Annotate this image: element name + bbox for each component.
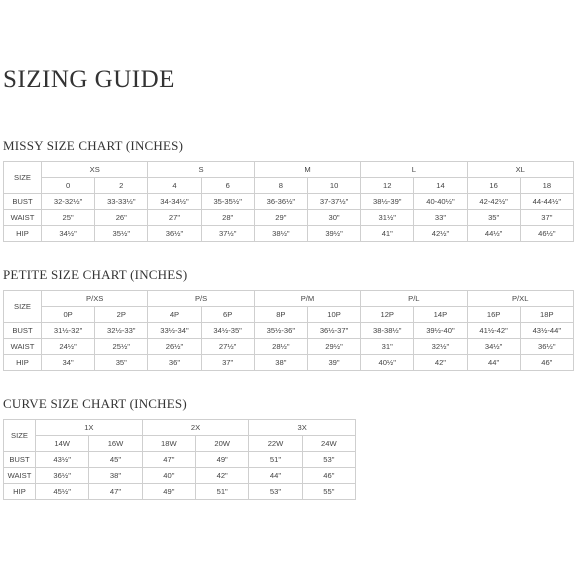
measurement-value-cell: 32½-33" xyxy=(95,323,148,339)
measurement-value-cell: 24½" xyxy=(42,339,95,355)
measurement-value-cell: 38½" xyxy=(254,226,307,242)
measurement-value-cell: 47" xyxy=(142,452,195,468)
size-group-cell: S xyxy=(148,162,254,178)
measurement-row xyxy=(4,194,574,210)
measurement-value-cell: 33½-34" xyxy=(148,323,201,339)
measurement-value-cell: 35" xyxy=(95,355,148,371)
size-number-row xyxy=(4,436,356,452)
measurement-value-cell: 39½" xyxy=(307,226,360,242)
measurement-value-cell: 40½" xyxy=(361,355,414,371)
measurement-row xyxy=(4,210,574,226)
size-number-row xyxy=(4,178,574,194)
measurement-value-cell: 42" xyxy=(414,355,467,371)
measurement-value-cell: 44" xyxy=(249,468,302,484)
measurement-value-cell: 30" xyxy=(307,210,360,226)
measurement-value-cell: 36½" xyxy=(148,226,201,242)
measurement-value-cell: 26" xyxy=(95,210,148,226)
measurement-value-cell: 36½" xyxy=(520,339,573,355)
measurement-value-cell: 44-44½" xyxy=(520,194,573,210)
measurement-label-cell: BUST xyxy=(4,323,42,339)
measurement-label-cell: HIP xyxy=(4,226,42,242)
measurement-row xyxy=(4,452,356,468)
size-number-cell: 12P xyxy=(361,307,414,323)
measurement-value-cell: 40-40½" xyxy=(414,194,467,210)
measurement-value-cell: 32-32½" xyxy=(42,194,95,210)
measurement-value-cell: 53" xyxy=(302,452,355,468)
size-group-cell: P/M xyxy=(254,291,360,307)
measurement-value-cell: 38-38½" xyxy=(361,323,414,339)
measurement-value-cell: 31" xyxy=(361,339,414,355)
measurement-value-cell: 35½-36" xyxy=(254,323,307,339)
measurement-value-cell: 29½" xyxy=(307,339,360,355)
size-number-cell: 18P xyxy=(520,307,573,323)
size-number-cell: 10 xyxy=(307,178,360,194)
measurement-value-cell: 45" xyxy=(89,452,142,468)
measurement-value-cell: 36-36½" xyxy=(254,194,307,210)
measurement-value-cell: 37" xyxy=(201,355,254,371)
measurement-value-cell: 42" xyxy=(196,468,249,484)
size-header-cell: SIZE xyxy=(4,291,42,323)
measurement-value-cell: 38" xyxy=(254,355,307,371)
measurement-value-cell: 36½-37" xyxy=(307,323,360,339)
measurement-value-cell: 34½" xyxy=(42,226,95,242)
measurement-label-cell: WAIST xyxy=(4,339,42,355)
size-group-cell: XL xyxy=(467,162,573,178)
size-number-cell: 16W xyxy=(89,436,142,452)
measurement-value-cell: 25½" xyxy=(95,339,148,355)
size-number-cell: 0P xyxy=(42,307,95,323)
measurement-value-cell: 34½-35" xyxy=(201,323,254,339)
measurement-row xyxy=(4,484,356,500)
measurement-value-cell: 38½-39" xyxy=(361,194,414,210)
measurement-label-cell: BUST xyxy=(4,194,42,210)
measurement-value-cell: 46" xyxy=(520,355,573,371)
size-number-cell: 22W xyxy=(249,436,302,452)
measurement-value-cell: 46" xyxy=(302,468,355,484)
size-number-cell: 16P xyxy=(467,307,520,323)
size-number-cell: 24W xyxy=(302,436,355,452)
measurement-value-cell: 37-37½" xyxy=(307,194,360,210)
measurement-value-cell: 32½" xyxy=(414,339,467,355)
measurement-value-cell: 34-34½" xyxy=(148,194,201,210)
size-group-cell: P/XS xyxy=(42,291,148,307)
size-number-cell: 6P xyxy=(201,307,254,323)
size-group-cell: XS xyxy=(42,162,148,178)
measurement-value-cell: 49" xyxy=(196,452,249,468)
measurement-value-cell: 47" xyxy=(89,484,142,500)
size-number-cell: 0 xyxy=(42,178,95,194)
page-title: SIZING GUIDE xyxy=(3,66,175,93)
size-number-row xyxy=(4,307,574,323)
size-number-cell: 2P xyxy=(95,307,148,323)
measurement-value-cell: 39" xyxy=(307,355,360,371)
size-group-cell: 3X xyxy=(249,420,356,436)
measurement-value-cell: 40" xyxy=(142,468,195,484)
size-group-cell: P/S xyxy=(148,291,254,307)
measurement-value-cell: 29" xyxy=(254,210,307,226)
measurement-label-cell: HIP xyxy=(4,484,36,500)
measurement-value-cell: 28" xyxy=(201,210,254,226)
measurement-row xyxy=(4,323,574,339)
size-group-cell: 1X xyxy=(36,420,143,436)
measurement-value-cell: 35" xyxy=(467,210,520,226)
measurement-value-cell: 41½-42" xyxy=(467,323,520,339)
size-number-cell: 14 xyxy=(414,178,467,194)
measurement-value-cell: 26½" xyxy=(148,339,201,355)
size-number-cell: 6 xyxy=(201,178,254,194)
measurement-value-cell: 44½" xyxy=(467,226,520,242)
measurement-value-cell: 45½" xyxy=(36,484,89,500)
measurement-value-cell: 27½" xyxy=(201,339,254,355)
measurement-label-cell: WAIST xyxy=(4,210,42,226)
missy-size-table xyxy=(3,161,574,242)
measurement-value-cell: 33-33½" xyxy=(95,194,148,210)
size-group-cell: M xyxy=(254,162,360,178)
size-number-cell: 20W xyxy=(196,436,249,452)
size-number-cell: 12 xyxy=(361,178,414,194)
size-number-cell: 10P xyxy=(307,307,360,323)
size-number-cell: 4P xyxy=(148,307,201,323)
measurement-value-cell: 28½" xyxy=(254,339,307,355)
measurement-value-cell: 55" xyxy=(302,484,355,500)
size-number-cell: 4 xyxy=(148,178,201,194)
measurement-label-cell: BUST xyxy=(4,452,36,468)
size-group-cell: P/L xyxy=(361,291,467,307)
measurement-value-cell: 41" xyxy=(361,226,414,242)
measurement-value-cell: 33" xyxy=(414,210,467,226)
curve-size-table xyxy=(3,419,356,500)
measurement-value-cell: 51" xyxy=(196,484,249,500)
measurement-value-cell: 46½" xyxy=(520,226,573,242)
measurement-value-cell: 53" xyxy=(249,484,302,500)
measurement-value-cell: 34½" xyxy=(467,339,520,355)
measurement-value-cell: 37½" xyxy=(201,226,254,242)
measurement-label-cell: HIP xyxy=(4,355,42,371)
size-header-cell: SIZE xyxy=(4,420,36,452)
group-header-row xyxy=(4,291,574,307)
size-group-cell: P/XL xyxy=(467,291,573,307)
measurement-row xyxy=(4,226,574,242)
curve-section-title: CURVE SIZE CHART (INCHES) xyxy=(3,396,187,411)
size-number-cell: 16 xyxy=(467,178,520,194)
size-number-cell: 18 xyxy=(520,178,573,194)
measurement-value-cell: 43½" xyxy=(36,452,89,468)
measurement-row xyxy=(4,355,574,371)
measurement-value-cell: 25" xyxy=(42,210,95,226)
measurement-row xyxy=(4,339,574,355)
measurement-value-cell: 49" xyxy=(142,484,195,500)
measurement-value-cell: 43½-44" xyxy=(520,323,573,339)
measurement-value-cell: 36" xyxy=(148,355,201,371)
measurement-value-cell: 37" xyxy=(520,210,573,226)
size-group-cell: L xyxy=(361,162,467,178)
size-header-cell: SIZE xyxy=(4,162,42,194)
measurement-value-cell: 35½" xyxy=(95,226,148,242)
size-number-cell: 8 xyxy=(254,178,307,194)
group-header-row xyxy=(4,420,356,436)
size-group-cell: 2X xyxy=(142,420,249,436)
measurement-value-cell: 38" xyxy=(89,468,142,484)
group-header-row xyxy=(4,162,574,178)
measurement-value-cell: 39½-40" xyxy=(414,323,467,339)
size-number-cell: 14W xyxy=(36,436,89,452)
size-number-cell: 2 xyxy=(95,178,148,194)
measurement-value-cell: 51" xyxy=(249,452,302,468)
measurement-value-cell: 34" xyxy=(42,355,95,371)
measurement-value-cell: 36½" xyxy=(36,468,89,484)
measurement-value-cell: 27" xyxy=(148,210,201,226)
petite-section-title: PETITE SIZE CHART (INCHES) xyxy=(3,267,188,282)
petite-size-table xyxy=(3,290,574,371)
measurement-label-cell: WAIST xyxy=(4,468,36,484)
size-number-cell: 8P xyxy=(254,307,307,323)
size-number-cell: 18W xyxy=(142,436,195,452)
measurement-value-cell: 42-42½" xyxy=(467,194,520,210)
size-number-cell: 14P xyxy=(414,307,467,323)
measurement-value-cell: 31½-32" xyxy=(42,323,95,339)
measurement-row xyxy=(4,468,356,484)
missy-section-title: MISSY SIZE CHART (INCHES) xyxy=(3,138,184,153)
measurement-value-cell: 31½" xyxy=(361,210,414,226)
measurement-value-cell: 42½" xyxy=(414,226,467,242)
measurement-value-cell: 35-35½" xyxy=(201,194,254,210)
measurement-value-cell: 44" xyxy=(467,355,520,371)
